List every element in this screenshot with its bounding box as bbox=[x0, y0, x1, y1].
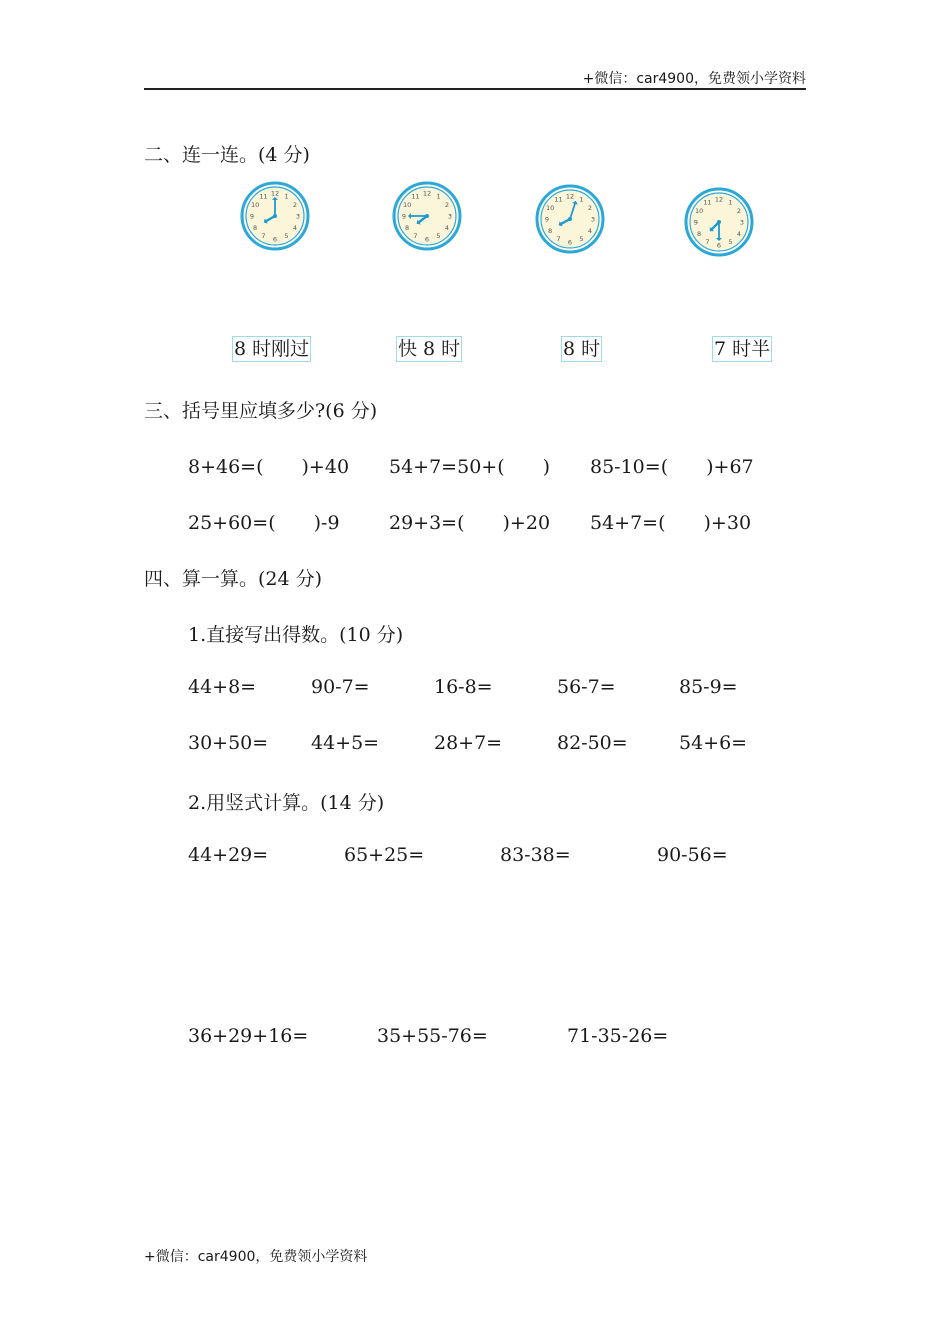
clock-numeral: 10 bbox=[694, 206, 704, 215]
clock-numeral: 3 bbox=[590, 215, 596, 224]
clock-numeral: 7 bbox=[413, 232, 418, 241]
vertical-calc-item: 90-56= bbox=[657, 844, 728, 866]
calc-item: 56-7= bbox=[557, 676, 616, 698]
clock-1 bbox=[240, 181, 310, 255]
clock-numeral: 12 bbox=[270, 189, 280, 198]
clock-numeral: 4 bbox=[736, 229, 741, 238]
section-2-title: 二、连一连。(4 分) bbox=[144, 144, 310, 166]
clock-numeral: 4 bbox=[444, 223, 449, 232]
clock-numeral: 2 bbox=[292, 200, 297, 209]
clock-icon bbox=[240, 181, 310, 251]
part-1-title: 1.直接写出得数。(10 分) bbox=[188, 624, 404, 646]
clock-numeral: 5 bbox=[728, 238, 733, 247]
clock-icon bbox=[535, 184, 605, 254]
clock-numeral: 5 bbox=[436, 232, 441, 241]
clock-numeral: 3 bbox=[447, 212, 453, 221]
clock-center bbox=[717, 220, 721, 224]
section-3-title: 三、括号里应填多少?(6 分) bbox=[144, 400, 378, 422]
clock-numeral: 6 bbox=[716, 241, 722, 250]
clock-numeral: 7 bbox=[261, 232, 266, 241]
clock-center bbox=[568, 217, 572, 221]
clock-numeral: 7 bbox=[556, 235, 561, 244]
vertical-calc-item: 36+29+16= bbox=[188, 1025, 309, 1047]
clock-4 bbox=[684, 187, 754, 261]
clock-numeral: 3 bbox=[739, 218, 745, 227]
clock-numeral: 6 bbox=[567, 238, 573, 247]
clock-numeral: 6 bbox=[424, 235, 430, 244]
vertical-calc-item: 35+55-76= bbox=[377, 1025, 488, 1047]
clock-center bbox=[425, 214, 429, 218]
clock-numeral: 12 bbox=[714, 195, 724, 204]
calc-item: 44+5= bbox=[311, 732, 380, 754]
part-2-title: 2.用竖式计算。(14 分) bbox=[188, 792, 385, 814]
clock-numeral: 3 bbox=[295, 212, 301, 221]
clock-numeral: 9 bbox=[249, 212, 255, 221]
fill-item: 25+60=( )-9 bbox=[188, 512, 340, 534]
clock-numeral: 4 bbox=[292, 223, 297, 232]
calc-item: 82-50= bbox=[557, 732, 628, 754]
calc-item: 90-7= bbox=[311, 676, 370, 698]
time-label-4: 7 时半 bbox=[714, 338, 771, 360]
clock-numeral: 5 bbox=[284, 232, 289, 241]
time-label-3: 8 时 bbox=[563, 338, 601, 360]
clock-icon bbox=[684, 187, 754, 257]
clock-numeral: 1 bbox=[436, 192, 441, 201]
clock-icon bbox=[392, 181, 462, 251]
clock-numeral: 10 bbox=[545, 203, 555, 212]
time-label-1: 8 时刚过 bbox=[234, 338, 310, 360]
header-divider bbox=[144, 88, 806, 90]
calc-item: 16-8= bbox=[434, 676, 493, 698]
clock-numeral: 8 bbox=[405, 223, 410, 232]
clock-numeral: 1 bbox=[579, 195, 584, 204]
section-4-title: 四、算一算。(24 分) bbox=[144, 568, 323, 590]
vertical-calc-item: 65+25= bbox=[344, 844, 425, 866]
clock-2 bbox=[392, 181, 462, 255]
vertical-calc-item: 83-38= bbox=[500, 844, 571, 866]
time-label-2: 快 8 时 bbox=[398, 338, 461, 360]
fill-item: 85-10=( )+67 bbox=[590, 456, 754, 478]
clock-numeral: 11 bbox=[411, 192, 420, 201]
clock-numeral: 7 bbox=[705, 238, 710, 247]
clock-numeral: 1 bbox=[284, 192, 289, 201]
fill-item: 29+3=( )+20 bbox=[389, 512, 551, 534]
calc-item: 28+7= bbox=[434, 732, 503, 754]
clock-numeral: 8 bbox=[697, 229, 702, 238]
header-text: +微信：car4900，免费领小学资料 bbox=[582, 71, 806, 87]
clock-numeral: 12 bbox=[565, 192, 575, 201]
clock-numeral: 9 bbox=[544, 215, 550, 224]
clock-center bbox=[273, 214, 277, 218]
vertical-calc-item: 71-35-26= bbox=[567, 1025, 669, 1047]
clock-numeral: 5 bbox=[579, 235, 584, 244]
calc-item: 54+6= bbox=[679, 732, 748, 754]
clock-numeral: 11 bbox=[703, 198, 712, 207]
fill-item: 8+46=( )+40 bbox=[188, 456, 350, 478]
clock-numeral: 9 bbox=[401, 212, 407, 221]
calc-item: 85-9= bbox=[679, 676, 738, 698]
clock-numeral: 1 bbox=[728, 198, 733, 207]
clock-numeral: 8 bbox=[548, 226, 553, 235]
footer-text: +微信：car4900，免费领小学资料 bbox=[144, 1249, 368, 1265]
clock-numeral: 11 bbox=[554, 195, 563, 204]
clock-numeral: 12 bbox=[422, 189, 432, 198]
clock-numeral: 6 bbox=[272, 235, 278, 244]
clock-numeral: 10 bbox=[250, 200, 260, 209]
clock-numeral: 8 bbox=[253, 223, 258, 232]
clock-numeral: 10 bbox=[402, 200, 412, 209]
clock-3 bbox=[535, 184, 605, 258]
clock-numeral: 4 bbox=[587, 226, 592, 235]
clock-numeral: 9 bbox=[693, 218, 699, 227]
clock-numeral: 2 bbox=[444, 200, 449, 209]
fill-item: 54+7=( )+30 bbox=[590, 512, 752, 534]
calc-item: 30+50= bbox=[188, 732, 269, 754]
vertical-calc-item: 44+29= bbox=[188, 844, 269, 866]
calc-item: 44+8= bbox=[188, 676, 257, 698]
clock-numeral: 2 bbox=[587, 203, 592, 212]
fill-item: 54+7=50+( ) bbox=[389, 456, 551, 478]
clock-numeral: 11 bbox=[259, 192, 268, 201]
clock-numeral: 2 bbox=[736, 206, 741, 215]
